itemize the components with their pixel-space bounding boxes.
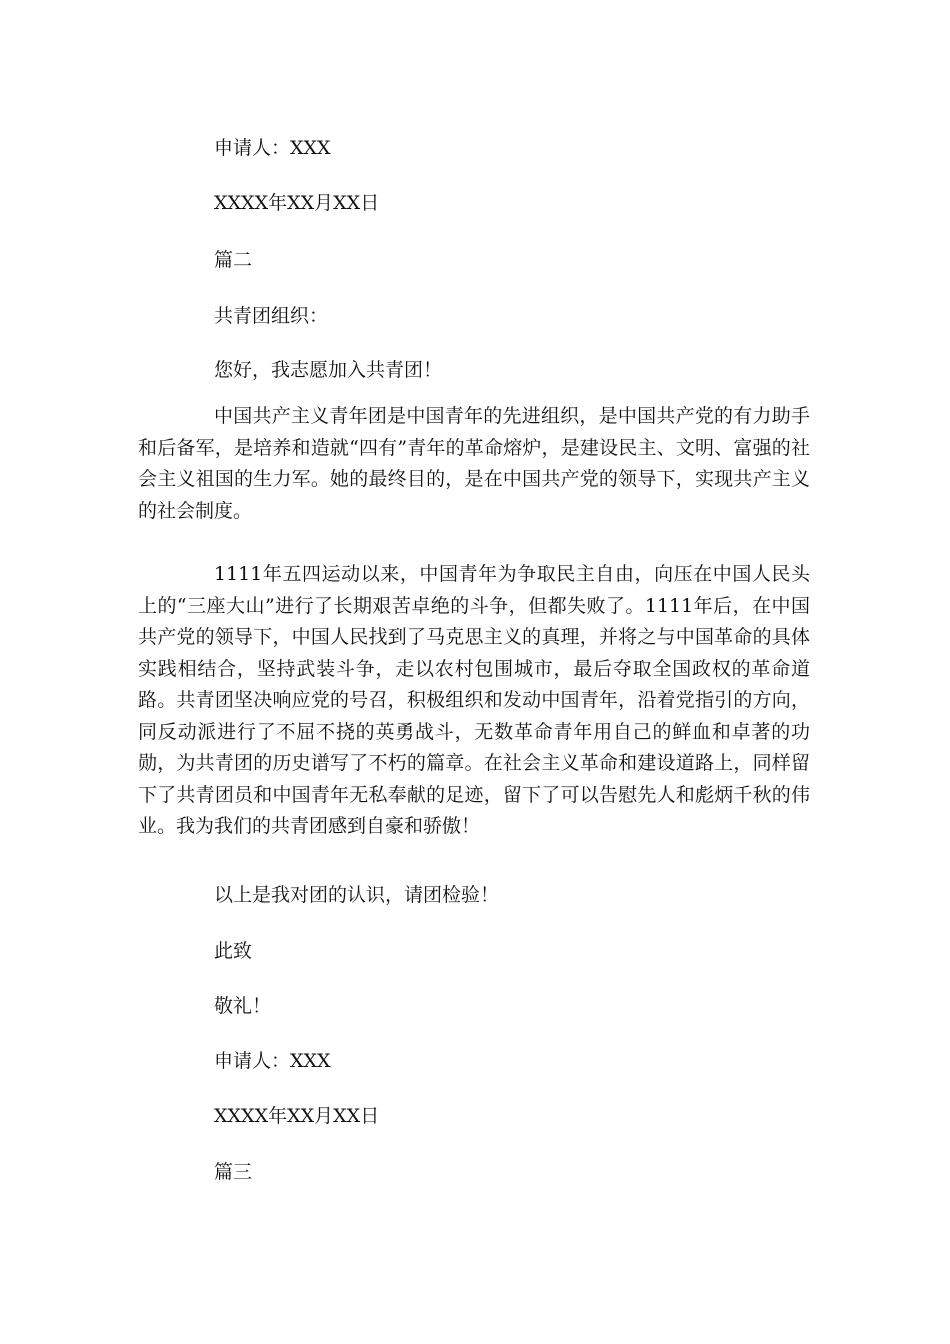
body-paragraph: 1111年五四运动以来，中国青年为争取民主自由，向压在中国人民头上的“三座大山”进行了长期艰苦卓绝的斗争，但都失败了。1111年后，在中国共产党的领导下，中国人民找到了马克思主义的真理，并将之与中国革命的具体实践相结合，坚持武装斗争，走以农村包围城市，最后夺取全国政权的革命道路。共青团坚决响应党的号召，积极组织和发动中国青年，沿着党指引的方向，同反动派进行了不屈不挠的英勇战斗，无数革命青年用自己的鲜血和卓著的功勋，为共青团的历史谱写了不朽的篇章。在社会主义革命和建设道路上，同样留下了共青团员和中国青年无私奉献的足迹，留下了可以告慰先人和彪炳千秋的伟业。我为我们的共青团感到自豪和骄傲！ <box>138 563 810 837</box>
application-date: XXXX年XX月XX日 <box>214 1105 380 1127</box>
applicant-signature: 申请人：XXX <box>214 137 331 159</box>
section-heading: 篇二 <box>214 249 253 271</box>
application-date: XXXX年XX月XX日 <box>214 192 380 214</box>
salutation: 共青团组织： <box>214 305 329 327</box>
body-paragraph: 中国共产主义青年团是中国青年的先进组织，是中国共产党的有力助手和后备军，是培养和造就“四有”青年的革命熔炉，是建设民主、文明、富强的社会主义祖国的生力军。她的最终目的，是在中国共产党的领导下，实现共产主义的社会制度。 <box>138 405 810 522</box>
applicant-signature: 申请人：XXX <box>214 1050 331 1072</box>
closing-salute: 敬礼！ <box>214 995 272 1017</box>
closing-statement: 以上是我对团的认识，请团检验！ <box>214 884 500 906</box>
greeting: 您好，我志愿加入共青团！ <box>214 359 443 381</box>
section-heading: 篇三 <box>214 1161 253 1183</box>
closing-phrase: 此致 <box>214 940 253 962</box>
